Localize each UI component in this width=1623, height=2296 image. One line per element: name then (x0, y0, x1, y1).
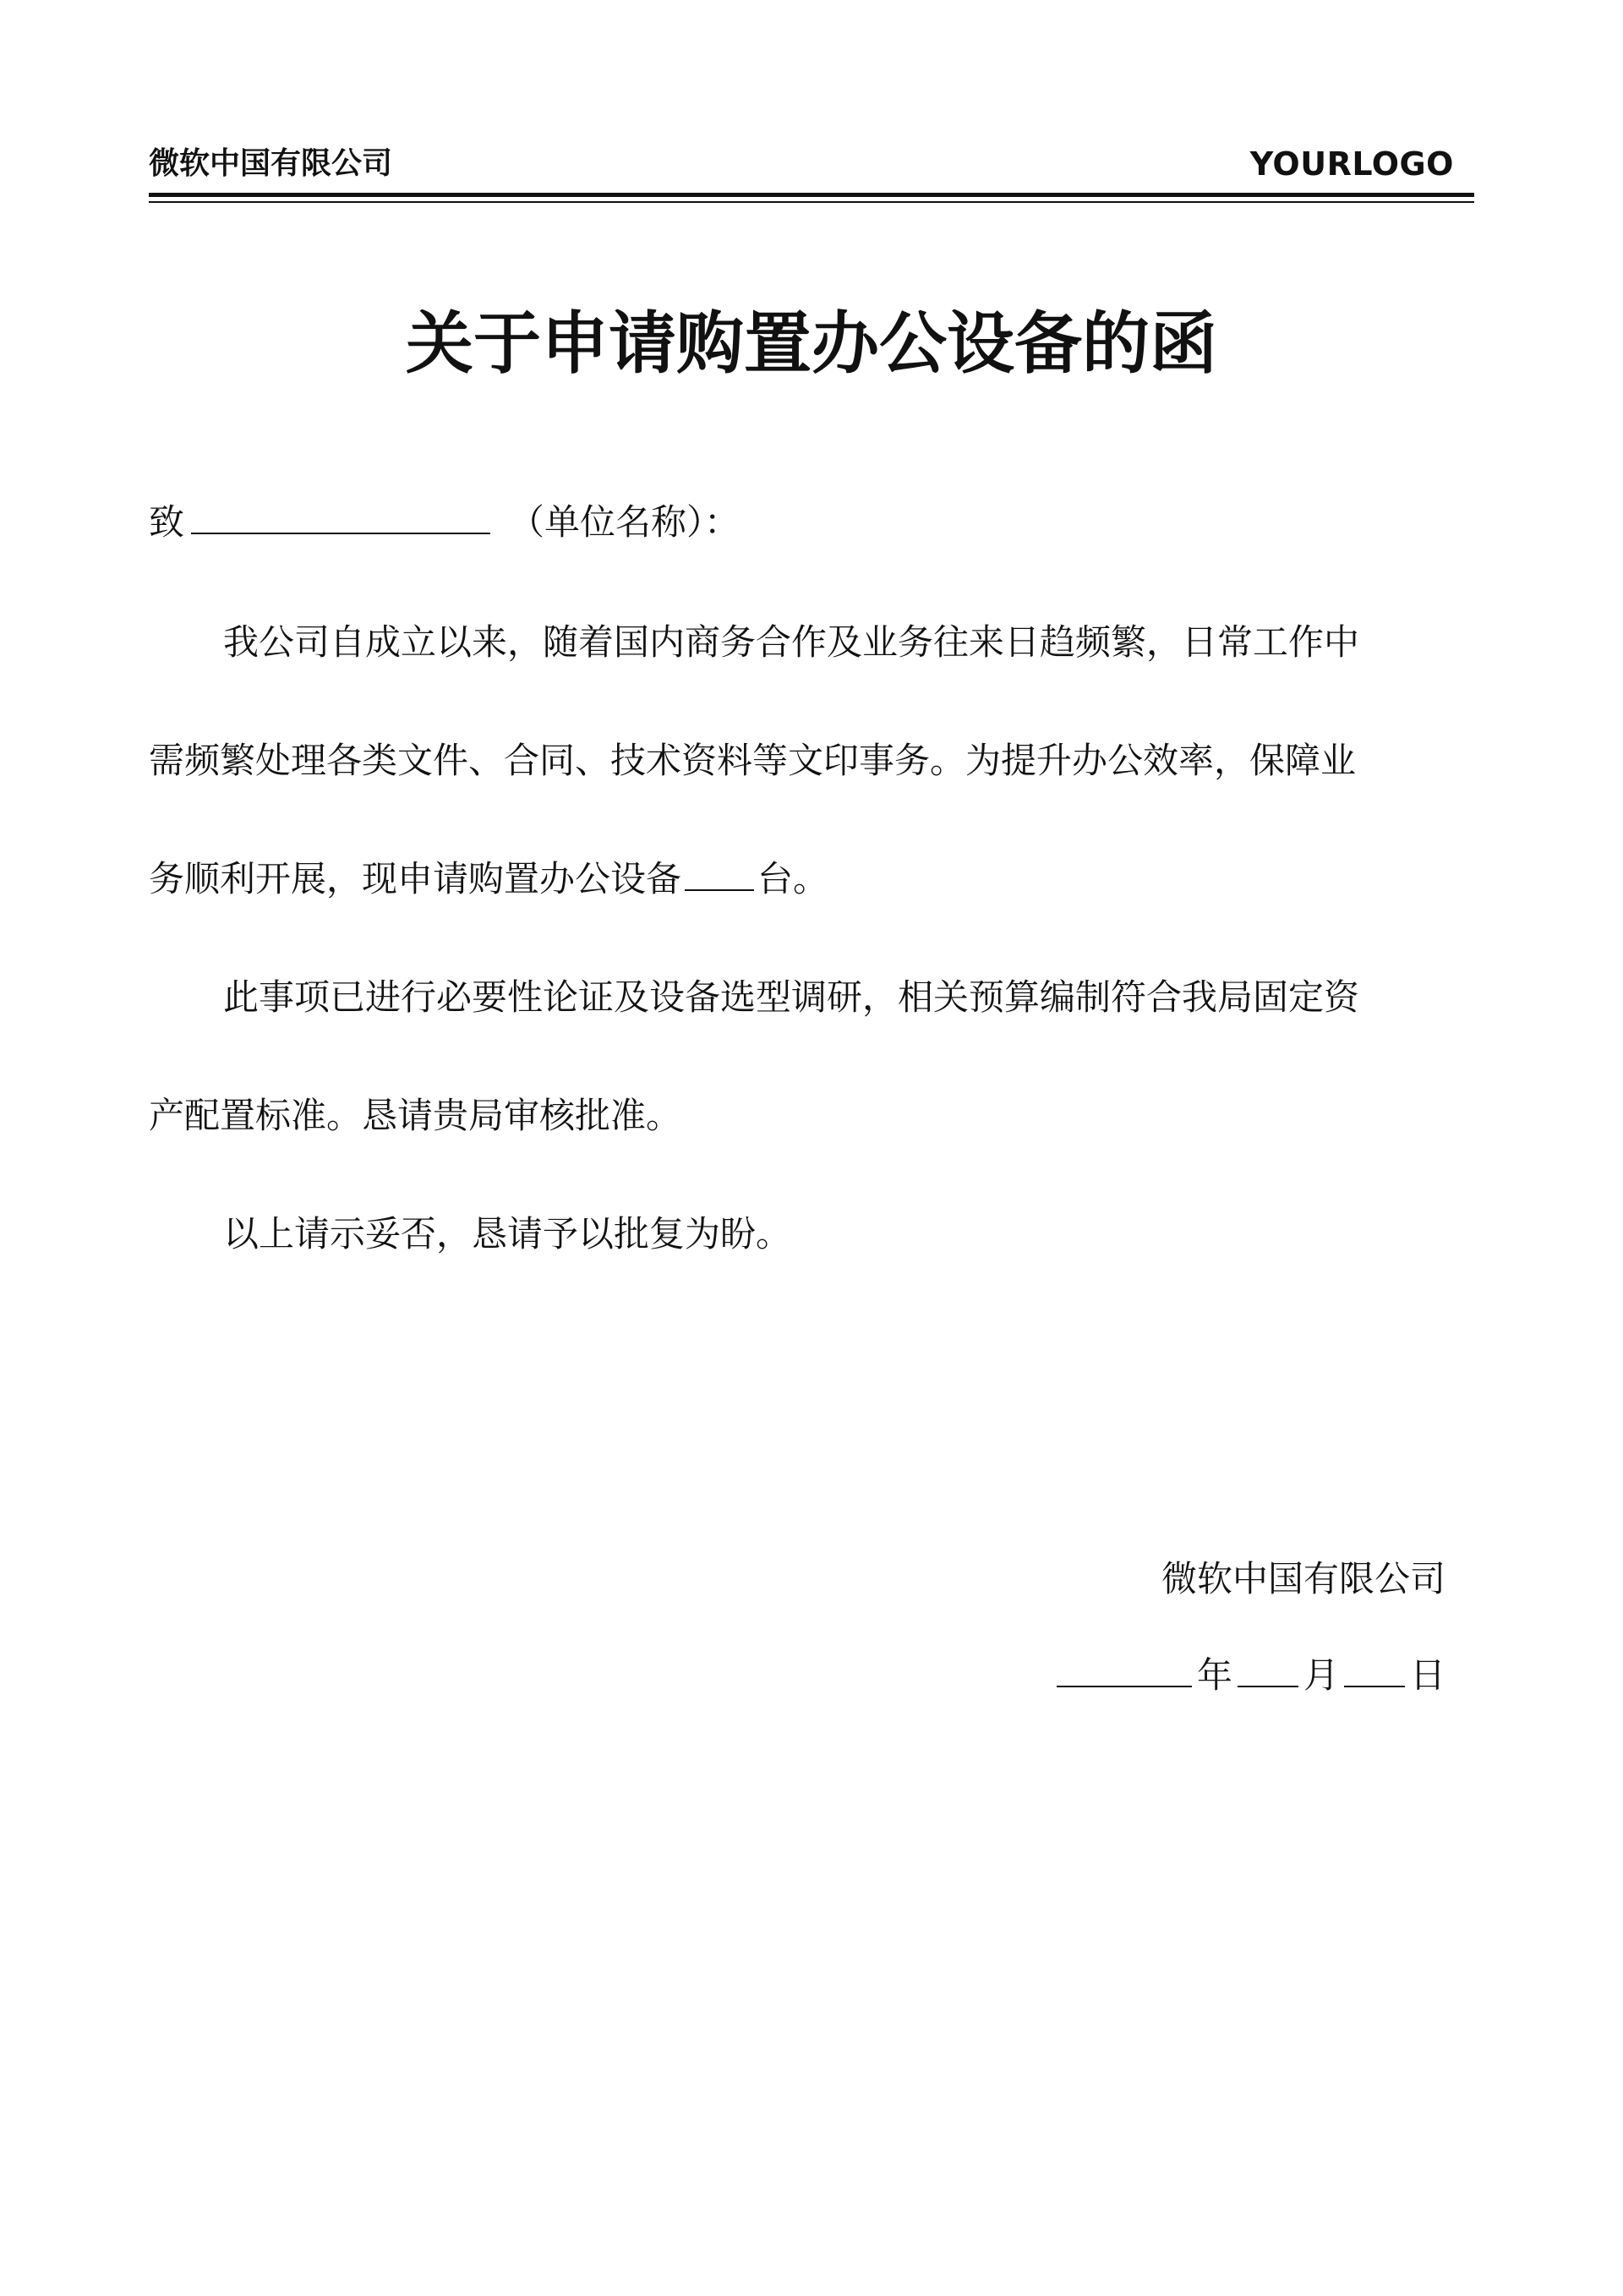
paragraph-3-line-1: 以上请示妥否，恳请予以批复为盼。 (223, 1213, 792, 1255)
addressee-prefix: 致 (149, 501, 185, 543)
document-title: 关于申请购置办公设备的函 (406, 304, 1217, 383)
year-blank (1057, 1645, 1192, 1687)
header-logo: YOURLOGO (1249, 145, 1454, 183)
signature-date (1055, 1642, 1445, 1709)
paragraph-1-line-3-suffix: 台。 (757, 858, 829, 899)
header-rule-thick (149, 193, 1474, 197)
paragraph-1-line-2: 需频繁处理各类文件、合同、技术资料等文印事务。为提升办公效率，保障业 (149, 740, 1357, 781)
unit-name-blank (191, 492, 490, 534)
paragraph-2-line-1: 此事项已进行必要性论证及设备选型调研，相关预算编制符合我局固定资 (223, 976, 1360, 1018)
header-company-name: 微软中国有限公司 (149, 146, 393, 181)
paragraph-1-line-1: 我公司自成立以来，随着国内商务合作及业务往来日趋频繁，日常工作中 (223, 621, 1360, 663)
addressee-line (149, 489, 1467, 556)
quantity-blank (685, 849, 754, 891)
year-label: 年 (1196, 1654, 1232, 1696)
paragraph-1-line-3 (149, 845, 828, 913)
page-header (149, 139, 1474, 189)
paragraph-2-line-2: 产配置标准。恳请贵局审核批准。 (149, 1095, 682, 1136)
month-label: 月 (1303, 1654, 1339, 1696)
paragraph-1-line-3-prefix: 务顺利开展，现申请购置办公设备 (149, 858, 682, 899)
month-blank (1238, 1645, 1298, 1687)
addressee-suffix: （单位名称）： (509, 501, 740, 543)
header-rule-thin (149, 201, 1474, 203)
day-blank (1344, 1645, 1405, 1687)
signature-company: 微软中国有限公司 (1161, 1558, 1445, 1599)
day-label: 日 (1409, 1654, 1445, 1696)
